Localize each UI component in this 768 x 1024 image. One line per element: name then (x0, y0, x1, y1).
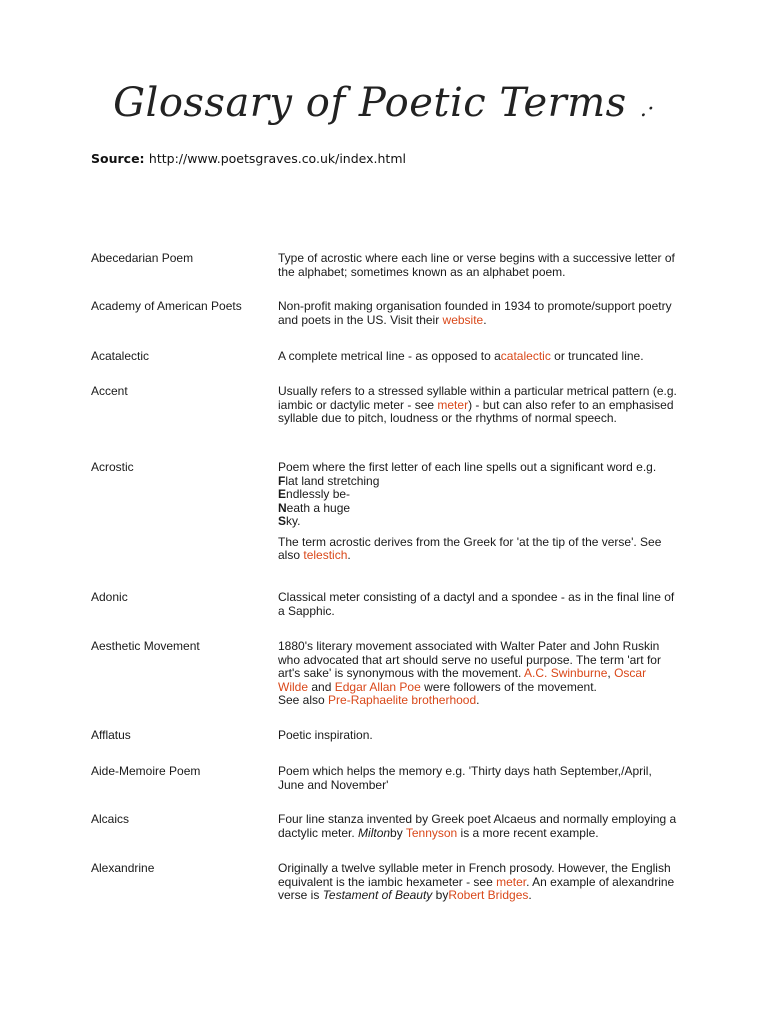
entry-definition (278, 385, 678, 426)
entry-term: Acatalectic (91, 349, 150, 363)
entry-definition (278, 591, 678, 618)
definition-text: . An example of alexandrine verse is (278, 874, 675, 902)
definition-text: Type of acrostic where each line or verse begins with a successive letter of the alphabet; sometimes known as an alphabet poem. (278, 251, 675, 279)
catalectic-link[interactable]: catalectic (500, 349, 551, 363)
definition-text: . (347, 548, 351, 562)
definition-text: , (607, 666, 615, 680)
definition-text: is a more recent example. (457, 825, 599, 840)
acrostic-line: lat land stretching (285, 473, 380, 488)
acrostic-line: eath a huge (286, 500, 351, 515)
testament-title: Testament of Beauty (322, 888, 433, 902)
title-dots: .· (639, 97, 655, 122)
swinburne-link[interactable]: A.C. Swinburne (524, 666, 608, 680)
website-link[interactable]: website (442, 312, 484, 327)
definition-text: and (308, 679, 335, 694)
definition-text: 1880's literary movement associated with Walter Pater and John Ruskin who advocated that art should serve no useful purpose. The term 'art for art's sake' is synonymous with the movement. (278, 639, 661, 680)
definition-text: . (483, 312, 487, 327)
entry-definition (278, 765, 678, 792)
acrostic-letter: F (278, 473, 286, 488)
entry-term: Aesthetic Movement (91, 639, 200, 653)
entry-term: Accent (91, 384, 128, 398)
entry-definition (278, 862, 678, 903)
definition-text: Non-profit making organisation founded in 1934 to promote/support poetry and poets in the US. Visit their (278, 299, 672, 327)
bridges-link[interactable]: Robert Bridges (448, 888, 529, 902)
entry-term: Alcaics (91, 812, 130, 826)
tennyson-link[interactable]: Tennyson (405, 825, 458, 840)
entry-definition (278, 300, 678, 327)
entry-term: Acrostic (91, 460, 134, 474)
entry-definition (278, 461, 678, 563)
definition-text: Poem which helps the memory e.g. 'Thirty days hath September,/April, June and November' (278, 764, 652, 792)
definition-text: or truncated line. (550, 349, 644, 363)
entry-definition (278, 640, 678, 708)
definition-text: Poem where the first letter of each line spells out a significant word e.g. (278, 460, 657, 474)
acrostic-line: ky. (286, 514, 301, 528)
definition-text: by (432, 888, 449, 902)
poe-link[interactable]: Edgar Allan Poe (334, 679, 421, 694)
entry-term: Adonic (91, 590, 128, 604)
entry-term: Abecedarian Poem (91, 251, 194, 265)
telestich-link[interactable]: telestich (303, 548, 348, 562)
entry-term: Afflatus (91, 728, 131, 742)
definition-text: . (476, 693, 480, 707)
milton-title: Milton (358, 825, 391, 840)
definition-text: ) - but can also refer to an emphasised syllable due to pitch, loudness or the rhythms of normal speech. (278, 397, 674, 425)
meter-link[interactable]: meter (496, 874, 527, 889)
entry-term: Aide-Memoire Poem (91, 764, 201, 778)
definition-text: were followers of the movement. (420, 679, 597, 694)
source-label: Source: (91, 151, 145, 166)
page-title (0, 80, 768, 126)
definition-text: Usually refers to a stressed syllable within a particular metrical pattern (e.g. iambic or dactylic meter - see (278, 384, 677, 412)
pre-raphaelite-link[interactable]: Pre-Raphaelite brotherhood (328, 693, 477, 707)
definition-text: Four line stanza invented by Greek poet Alcaeus and normally employing a dactylic meter. (278, 812, 677, 840)
acrostic-letter: N (278, 500, 287, 515)
definition-text: See also (278, 693, 329, 707)
entry-definition (278, 729, 678, 743)
entry-term: Alexandrine (91, 861, 155, 875)
acrostic-letter: E (278, 487, 287, 501)
definition-text: . (528, 888, 532, 902)
definition-text: by (390, 825, 406, 840)
definition-text: Poetic inspiration. (278, 728, 373, 742)
wilde-link[interactable]: Oscar Wilde (278, 666, 647, 694)
title-text: Glossary of Poetic Terms (113, 80, 627, 126)
definition-text: Classical meter consisting of a dactyl and a spondee - as in the final line of a Sapphic. (278, 590, 675, 618)
entry-definition (278, 252, 678, 279)
entry-definition (278, 350, 678, 364)
definition-text: A complete metrical line - as opposed to a (278, 349, 501, 363)
source-url[interactable]: http://www.poetsgraves.co.uk/index.html (148, 151, 406, 166)
entry-definition (278, 813, 678, 840)
meter-link[interactable]: meter (437, 397, 469, 412)
definition-text: Originally a twelve syllable meter in French prosody. However, the English equivalent is the iambic hexameter - see (278, 861, 671, 889)
source-line (91, 151, 406, 166)
acrostic-line: ndlessly be- (286, 487, 351, 501)
entry-term: Academy of American Poets (91, 299, 242, 313)
acrostic-letter: S (278, 514, 287, 528)
definition-text: The term acrostic derives from the Greek for 'at the tip of the verse'. See also (278, 534, 662, 562)
